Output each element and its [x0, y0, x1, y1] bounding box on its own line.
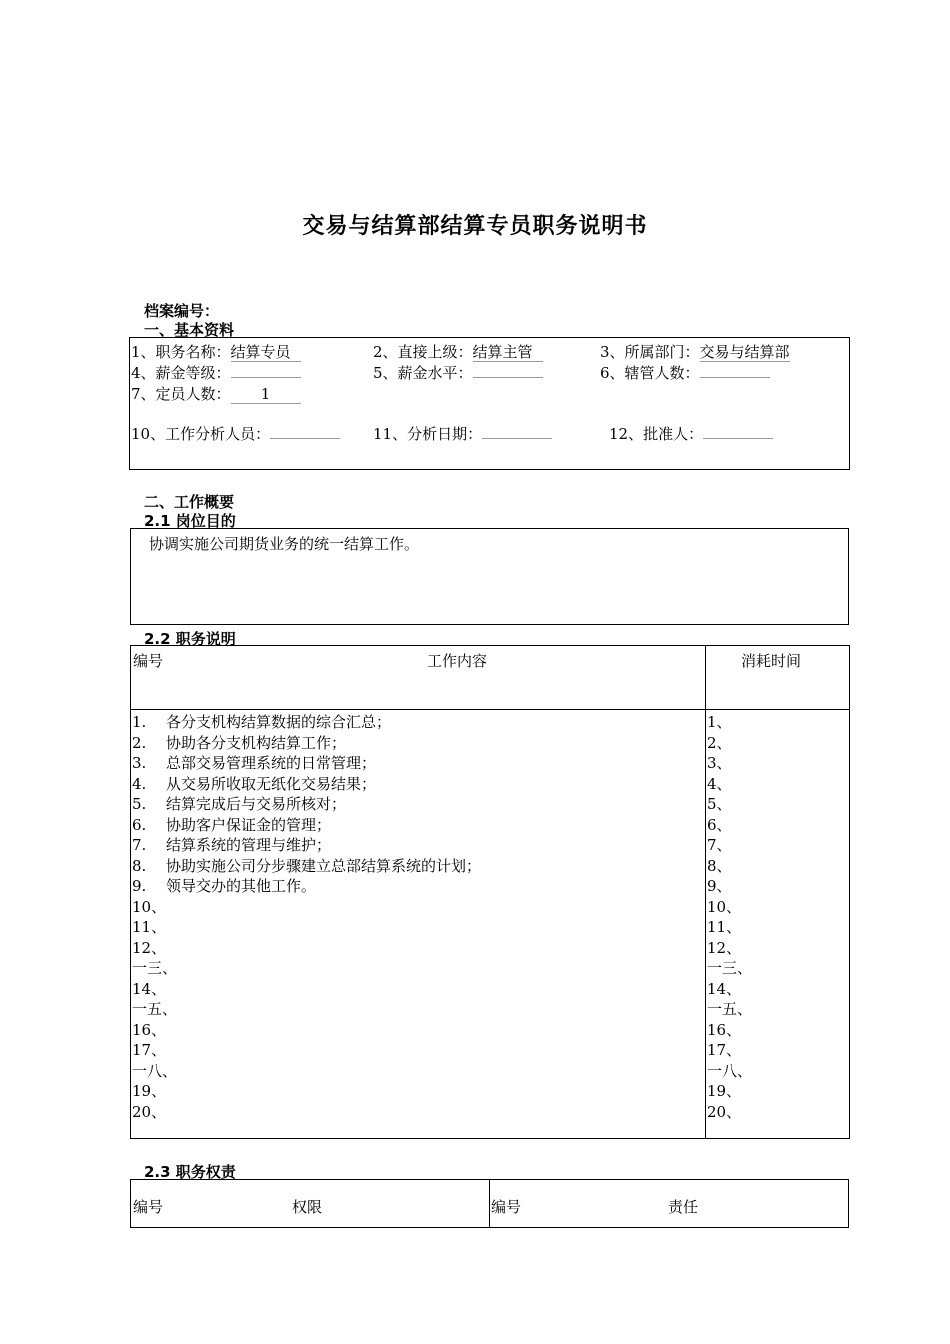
duty-text: 各分支机构结算数据的综合汇总； [166, 713, 392, 731]
field-label: 12、批准人： [609, 425, 704, 443]
duty-time: 1、 [707, 713, 732, 731]
duty-number: 7. [132, 836, 147, 854]
duty-number: 12、 [132, 938, 167, 957]
duty-text: 结算系统的管理与维护； [166, 836, 332, 854]
duty-number: 19、 [132, 1082, 167, 1100]
field-approver [609, 423, 773, 444]
table-row [132, 753, 376, 773]
field-direct-superior [373, 341, 543, 362]
table-row [132, 1020, 166, 1040]
duty-number: 10、 [132, 897, 167, 916]
table-row [132, 938, 166, 958]
table-row [132, 774, 376, 794]
table-row [132, 794, 346, 814]
duty-text: 总部交易管理系统的日常管理； [166, 754, 377, 772]
duty-number: 1. [132, 713, 147, 731]
field-label: 10、工作分析人员： [131, 425, 271, 443]
duty-time: 9、 [707, 877, 732, 895]
column-header-no: 编号 [133, 652, 164, 670]
duty-time: 19、 [707, 1082, 742, 1100]
table-row [132, 917, 166, 937]
duty-time: 一五、 [707, 1000, 753, 1018]
section-work-summary-heading: 二、工作概要 [144, 493, 235, 511]
duty-text: 协助实施公司分步骤建立总部结算系统的计划； [166, 856, 482, 875]
field-label: 7、定员人数： [131, 385, 231, 403]
duty-number: 5. [132, 795, 147, 813]
duty-time: 11、 [707, 918, 742, 936]
field-label: 6、辖管人数： [600, 364, 700, 382]
duty-number: 17、 [132, 1041, 167, 1059]
table-row [132, 815, 331, 835]
table-row [132, 1081, 166, 1101]
column-divider [489, 1180, 490, 1227]
duty-time: 一八、 [707, 1061, 753, 1080]
duty-number: 2. [132, 733, 147, 752]
responsibility-col-duty: 责任 [668, 1198, 699, 1216]
authority-col-no: 编号 [133, 1198, 164, 1216]
field-label: 11、分析日期： [373, 425, 483, 443]
duty-time: 17、 [707, 1041, 742, 1059]
field-job-title [131, 341, 301, 362]
field-label: 3、所属部门： [600, 343, 700, 361]
table-row [132, 835, 331, 855]
duty-time: 8、 [707, 856, 732, 875]
duty-number: 一三、 [132, 959, 178, 977]
authority-heading: 2.3 职务权责 [144, 1163, 236, 1181]
duty-time: 12、 [707, 938, 742, 957]
duty-number: 20、 [132, 1102, 167, 1121]
duties-heading: 2.2 职务说明 [144, 630, 236, 648]
field-analysis-date [373, 423, 552, 444]
duties-table [130, 645, 850, 1139]
purpose-box [130, 528, 849, 625]
table-row [132, 856, 481, 876]
duty-time: 14、 [707, 979, 742, 998]
duty-number: 3. [132, 754, 147, 772]
table-row [132, 1040, 166, 1060]
column-header-time: 消耗时间 [741, 652, 802, 670]
field-value [482, 438, 552, 439]
duty-number: 6. [132, 815, 147, 834]
duty-text: 协助各分支机构结算工作； [166, 733, 347, 752]
table-row [132, 1061, 177, 1081]
table-row [132, 897, 166, 917]
time-list [707, 712, 847, 1132]
column-divider [705, 646, 706, 1138]
duty-text: 从交易所收取无纸化交易结果； [166, 774, 377, 793]
duty-number: 14、 [132, 979, 167, 998]
document-title: 交易与结算部结算专员职务说明书 [302, 214, 648, 239]
authority-col-rights: 权限 [292, 1198, 323, 1216]
duty-number: 一八、 [132, 1061, 178, 1080]
field-value: 结算专员 [231, 344, 301, 362]
duty-number: 11、 [132, 918, 167, 936]
field-salary-grade [131, 362, 301, 383]
field-value [703, 438, 773, 439]
duty-number: 8. [132, 856, 147, 875]
section-basic-info-heading: 一、基本资料 [144, 321, 235, 339]
field-department [600, 341, 790, 362]
duty-time: 3、 [707, 754, 732, 772]
field-value: 交易与结算部 [699, 343, 790, 361]
purpose-text: 协调实施公司期货业务的统一结算工作。 [149, 535, 420, 553]
duty-text: 结算完成后与交易所核对； [166, 795, 347, 813]
field-label: 1、职务名称： [131, 343, 231, 361]
field-salary-level [373, 362, 543, 383]
duty-time: 6、 [707, 815, 732, 834]
duty-number: 9. [132, 877, 147, 895]
duty-time: 7、 [707, 836, 732, 854]
field-value: 1 [231, 386, 301, 404]
authority-table [130, 1179, 849, 1228]
duty-time: 一三、 [707, 959, 753, 977]
column-header-content: 工作内容 [427, 652, 488, 670]
field-value [270, 438, 340, 439]
table-row [132, 958, 177, 978]
duty-time: 20、 [707, 1102, 742, 1121]
table-row [132, 876, 316, 896]
file-number-label: 档案编号： [144, 302, 220, 320]
field-value [700, 377, 770, 378]
table-row [132, 733, 346, 753]
field-subordinates [600, 362, 770, 383]
duty-number: 4. [132, 774, 147, 793]
table-row [132, 979, 166, 999]
table-row [132, 999, 177, 1019]
purpose-heading: 2.1 岗位目的 [144, 512, 236, 530]
duty-time: 2、 [707, 733, 732, 752]
duty-text: 领导交办的其他工作。 [166, 877, 317, 895]
field-value: 结算主管 [473, 344, 543, 362]
responsibility-col-no: 编号 [491, 1198, 522, 1216]
duty-time: 10、 [707, 897, 742, 916]
field-analyst [131, 423, 340, 444]
duty-time: 4、 [707, 774, 732, 793]
table-row [132, 1102, 166, 1122]
duties-list [132, 712, 702, 1132]
field-label: 2、直接上级： [373, 343, 473, 361]
field-label: 4、薪金等级： [131, 364, 231, 382]
field-value [473, 377, 543, 378]
field-headcount [131, 383, 301, 404]
duty-time: 16、 [707, 1020, 742, 1039]
duty-number: 一五、 [132, 1000, 178, 1018]
duty-number: 16、 [132, 1020, 167, 1039]
duty-time: 5、 [707, 795, 732, 813]
field-label: 5、薪金水平： [373, 364, 473, 382]
field-value [231, 377, 301, 378]
basic-info-box [129, 337, 850, 470]
table-row [132, 712, 391, 732]
header-divider [131, 709, 849, 710]
duty-text: 协助客户保证金的管理； [166, 815, 332, 834]
